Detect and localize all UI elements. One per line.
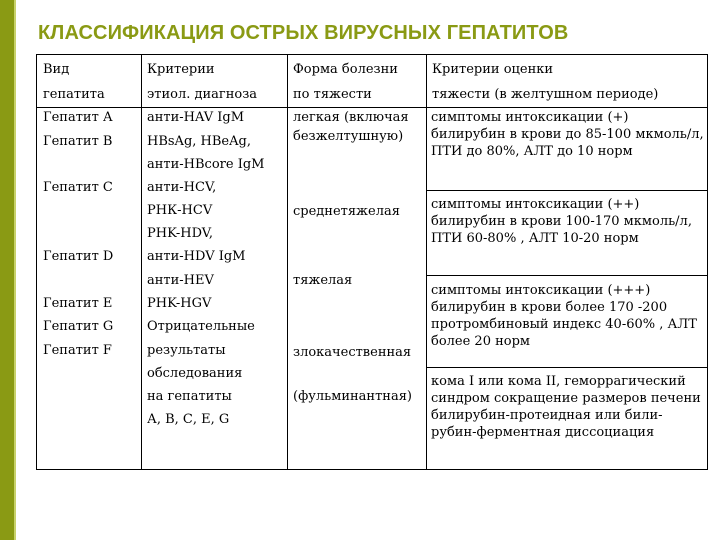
hepatitis-type: Гепатит А	[43, 110, 113, 125]
sidebar-stripe	[14, 0, 16, 540]
etiology-item: PHK-HGV	[147, 296, 212, 311]
etiology-item: HBsAg, HBeAg,	[147, 134, 251, 149]
sidebar-bar	[0, 0, 14, 540]
severity-criteria: симптомы интоксикации (+) билирубин в крови до 85-100 мкмоль/л, ПТИ до 80%, АЛТ до 10 норм	[431, 110, 704, 159]
severity-form: безжелтушную)	[293, 129, 404, 144]
classification-table	[36, 54, 708, 470]
header-etiology: Критерии этиол. диагноза	[147, 62, 258, 102]
severity-criteria: симптомы интоксикации (+++) билирубин в крови более 170 -200 протромбиновый индекс 40-60% , АЛТ более 20 норм	[431, 283, 697, 349]
etiology-item: А, В, С, Е, G	[147, 412, 230, 427]
header-divider	[37, 107, 707, 108]
row-divider	[426, 367, 707, 368]
hepatitis-type: Гепатит F	[43, 343, 112, 358]
etiology-item: анти-HDV IgM	[147, 249, 246, 264]
header-type: Вид гепатита	[43, 62, 105, 102]
etiology-item: PHK-HDV,	[147, 226, 214, 241]
etiology-item: анти-HEV	[147, 273, 214, 288]
severity-form: среднетяжелая	[293, 204, 400, 219]
severity-criteria: кома I или кома II, геморрагический синдром сокращение размеров печени билирубин-протеидная или били-рубин-ферментная диссоциация	[431, 374, 701, 440]
header-criteria: Критерии оценки тяжести (в желтушном периоде)	[432, 62, 659, 102]
severity-form: злокачественная	[293, 345, 412, 360]
column-divider	[426, 55, 427, 469]
etiology-item: анти-HAV IgM	[147, 110, 245, 125]
severity-form: легкая (включая	[293, 110, 409, 125]
severity-form: тяжелая	[293, 273, 353, 288]
etiology-item: на гепатиты	[147, 389, 232, 404]
severity-criteria: симптомы интоксикации (++) билирубин в крови 100-170 мкмоль/л, ПТИ 60-80% , АЛТ 10-20 норм	[431, 197, 692, 246]
etiology-item: результаты	[147, 343, 226, 358]
hepatitis-type: Гепатит С	[43, 180, 113, 195]
sidebar-decoration	[0, 0, 18, 540]
header-form: Форма болезни по тяжести	[293, 62, 398, 102]
hepatitis-type: Гепатит G	[43, 319, 114, 334]
hepatitis-type: Гепатит Е	[43, 296, 113, 311]
row-divider	[426, 275, 707, 276]
etiology-item: анти-HBcore IgM	[147, 157, 265, 172]
etiology-item: РНК-HCV	[147, 203, 213, 218]
column-divider	[141, 55, 142, 469]
slide-title: КЛАССИФИКАЦИЯ ОСТРЫХ ВИРУСНЫХ ГЕПАТИТОВ	[38, 22, 569, 44]
severity-form: (фульминантная)	[293, 389, 412, 404]
column-divider	[287, 55, 288, 469]
etiology-item: обследования	[147, 366, 243, 381]
etiology-item: анти-HCV,	[147, 180, 217, 195]
etiology-item: Отрицательные	[147, 319, 255, 334]
row-divider	[426, 190, 707, 191]
hepatitis-type: Гепатит D	[43, 249, 114, 264]
hepatitis-type: Гепатит В	[43, 134, 113, 149]
